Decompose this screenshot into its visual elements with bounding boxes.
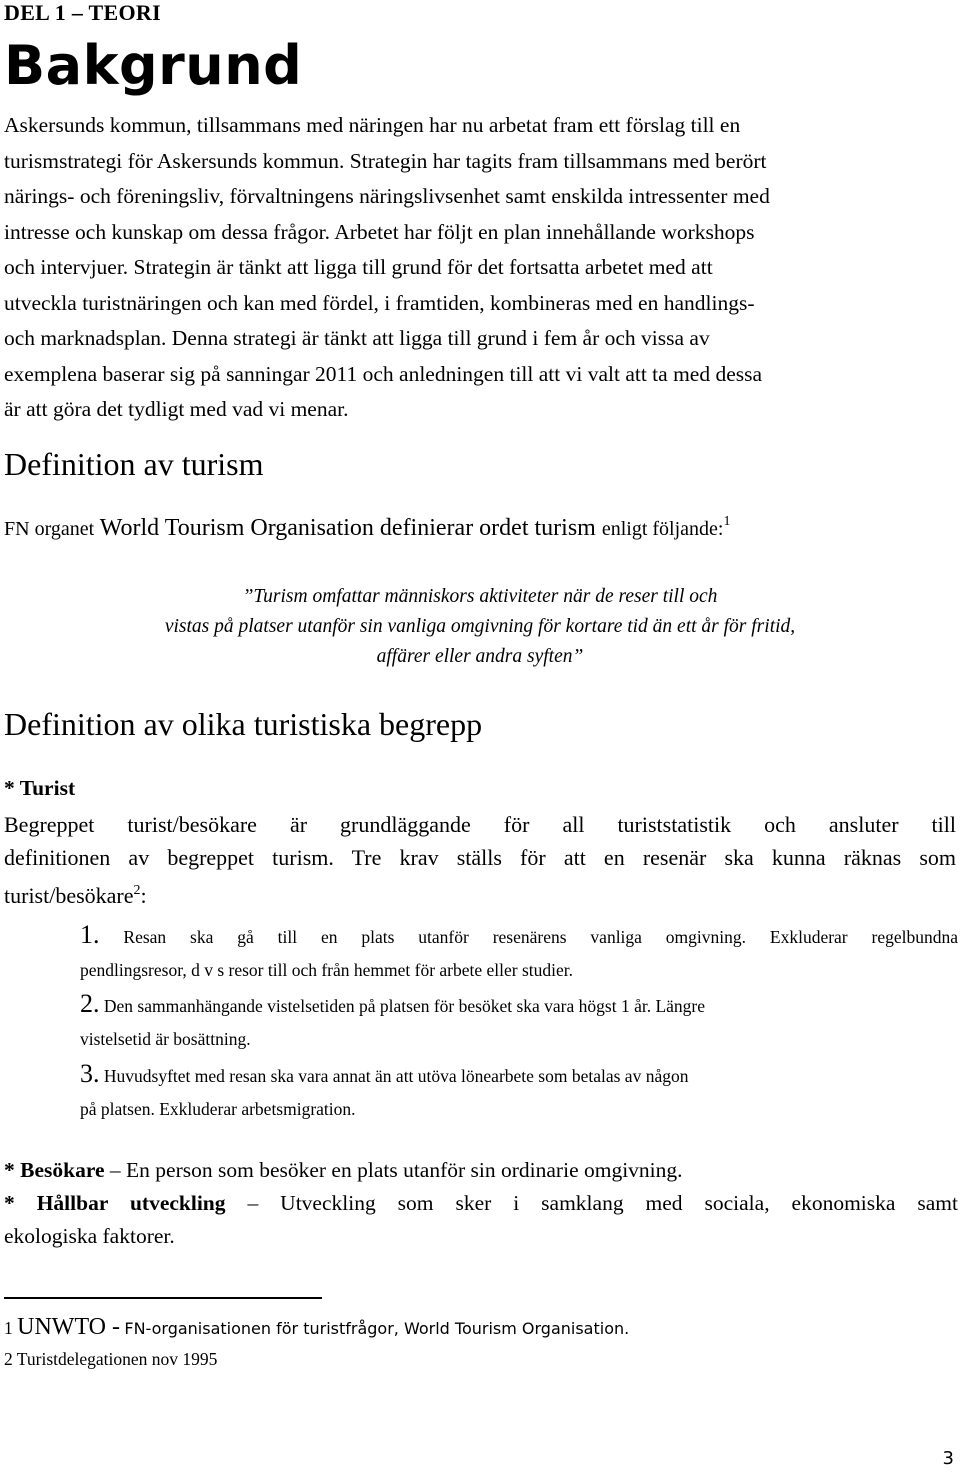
page-number: 3 [942, 1448, 954, 1469]
list-item-text: Huvudsyftet med resan ska vara annat än att utöva lönearbete som betalas av någon [103, 1066, 689, 1086]
list-item-line [80, 987, 958, 1023]
intro-line: turismstrategi för Askersunds kommun. Strategin har tagits fram tillsammans med berört [4, 148, 767, 173]
list-item-line [80, 918, 958, 954]
intro-line: exemplena baserar sig på sanningar 2011 och anledningen till att vi valt att ta med dessa [4, 361, 763, 386]
turist-line-last [4, 874, 956, 912]
intro-line: är att göra det tydligt med vad vi menar. [4, 397, 349, 421]
list-item-number: 1. [80, 920, 100, 949]
footnote-ref[interactable]: 1 [723, 514, 731, 529]
turist-line: Begreppet turist/besökare är grundläggande för all turiststatistik och ansluter till [4, 812, 956, 837]
intro-line: närings- och föreningsliv, förvaltningens näringslivsenhet samt enskilda intressenter med [4, 184, 770, 208]
quote-line: vistas på platser utanför sin vanliga omgivning för kortare tid än ett år för fritid, [164, 616, 796, 637]
list-item [80, 1057, 958, 1126]
term-hallbar-text: – Utveckling som sker i samklang med sociala, ekonomiska samt [225, 1191, 958, 1215]
term-turist-label: * Turist [4, 776, 76, 800]
section-heading-definition: Definition av turism [4, 446, 264, 482]
intro-paragraph [4, 108, 949, 428]
list-item-text: Resan ska gå till en plats utanför resenärens vanliga omgivning. Exkluderar regelbundna [123, 927, 959, 947]
quote-line: affärer eller andra syften” [376, 646, 584, 667]
list-item-line: på platsen. Exkluderar arbetsmigration. [80, 1099, 356, 1119]
list-item [80, 987, 958, 1056]
footnote-1-number: 1 [4, 1318, 13, 1338]
page-title: Bakgrund [4, 34, 303, 97]
term-hallbar-label: * Hållbar utveckling [4, 1191, 226, 1215]
term-definitions [4, 1154, 958, 1253]
definition-intro-main: World Tourism Organisation definierar ordet turism [99, 515, 596, 541]
intro-line: och marknadsplan. Denna strategi är tänkt att ligga till grund i fem år och vissa av [4, 326, 710, 350]
footnote-divider [4, 1297, 322, 1299]
footnote-ref[interactable]: 2 [133, 883, 141, 898]
footnote-1-abbrev: UNWTO - [17, 1314, 120, 1340]
footnotes [4, 1312, 629, 1375]
turist-colon: : [140, 883, 147, 908]
list-item-line: vistelsetid är bosättning. [80, 1029, 251, 1049]
list-item-text: Den sammanhängande vistelsetiden på platsen för besöket ska vara högst 1 år. Längre [103, 996, 706, 1016]
intro-line: utveckla turistnäringen och kan med fördel, i framtiden, kombineras med en handlings- [4, 290, 755, 315]
section-heading-concepts: Definition av olika turistiska begrepp [4, 706, 483, 742]
term-hallbar-continued: ekologiska faktorer. [4, 1224, 175, 1248]
part-heading: DEL 1 – TEORI [4, 0, 161, 25]
quote-line: ”Turism omfattar människors aktiviteter när de reser till och [242, 586, 718, 607]
term-hallbar [4, 1187, 958, 1220]
list-item-number: 2. [80, 989, 100, 1018]
intro-line: Askersunds kommun, tillsammans med näringen har nu arbetat fram ett förslag till en [4, 113, 741, 137]
definition-intro-suffix: enligt följande: [601, 518, 724, 540]
footnote-1 [4, 1312, 629, 1344]
definition-quote [0, 582, 960, 672]
turist-paragraph [4, 808, 956, 912]
term-besokare-text: – En person som besöker en plats utanför sin ordinarie omgivning. [104, 1158, 683, 1182]
list-item [80, 918, 958, 987]
definition-intro-prefix: FN organet [4, 518, 95, 540]
term-besokare-label: * Besökare [4, 1158, 105, 1182]
intro-line: och intervjuer. Strategin är tänkt att ligga till grund för det fortsatta arbetet med att [4, 255, 713, 279]
list-item-line [80, 1057, 958, 1093]
definition-intro [4, 514, 730, 542]
footnote-2: 2 Turistdelegationen nov 1995 [4, 1349, 218, 1369]
list-item-line: pendlingsresor, d v s resor till och från hemmet för arbete eller studier. [80, 960, 574, 980]
footnote-1-text: FN-organisationen för turistfrågor, World Tourism Organisation. [124, 1319, 630, 1338]
turist-line-text: turist/besökare [4, 883, 134, 908]
list-item-number: 3. [80, 1059, 100, 1088]
term-besokare [4, 1154, 958, 1187]
intro-line: intresse och kunskap om dessa frågor. Arbetet har följt en plan innehållande workshops [4, 219, 755, 244]
turist-line: definitionen av begreppet turism. Tre krav ställs för att en resenär ska kunna räknas som [4, 845, 956, 870]
